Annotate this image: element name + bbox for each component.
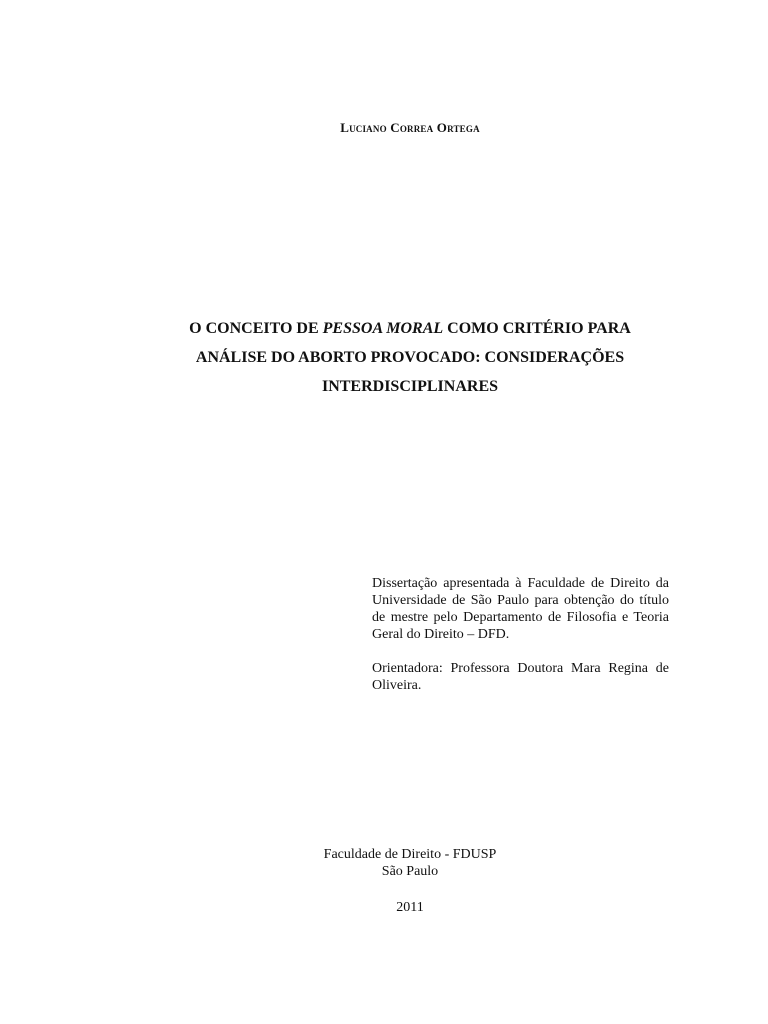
title-part-2: COMO CRITÉRIO PARA xyxy=(443,320,631,337)
publication-year: 2011 xyxy=(396,900,424,915)
city-name: São Paulo xyxy=(381,864,439,879)
description-text: Dissertação apresentada à Faculdade de Direito da Universidade de São Paulo para obtenção do título de mestre pelo Departamento de Filosofia e Teoria Geral do Direito – DFD. xyxy=(372,576,669,642)
title-part-1: O CONCEITO DE xyxy=(189,320,323,337)
title-line-3: INTERDISCIPLINARES xyxy=(321,378,499,395)
footer-block xyxy=(250,846,570,916)
advisor-text: Orientadora: Professora Doutora Mara Regina de Oliveira. xyxy=(372,661,669,693)
dissertation-title xyxy=(150,314,670,401)
title-line-2: ANÁLISE DO ABORTO PROVOCADO: CONSIDERAÇÕES xyxy=(195,349,625,366)
author-name: Luciano Correa Ortega xyxy=(340,120,480,135)
title-italic-term: PESSOA MORAL xyxy=(322,320,444,337)
institution-name: Faculdade de Direito - FDUSP xyxy=(323,847,497,862)
dissertation-description xyxy=(372,575,669,711)
